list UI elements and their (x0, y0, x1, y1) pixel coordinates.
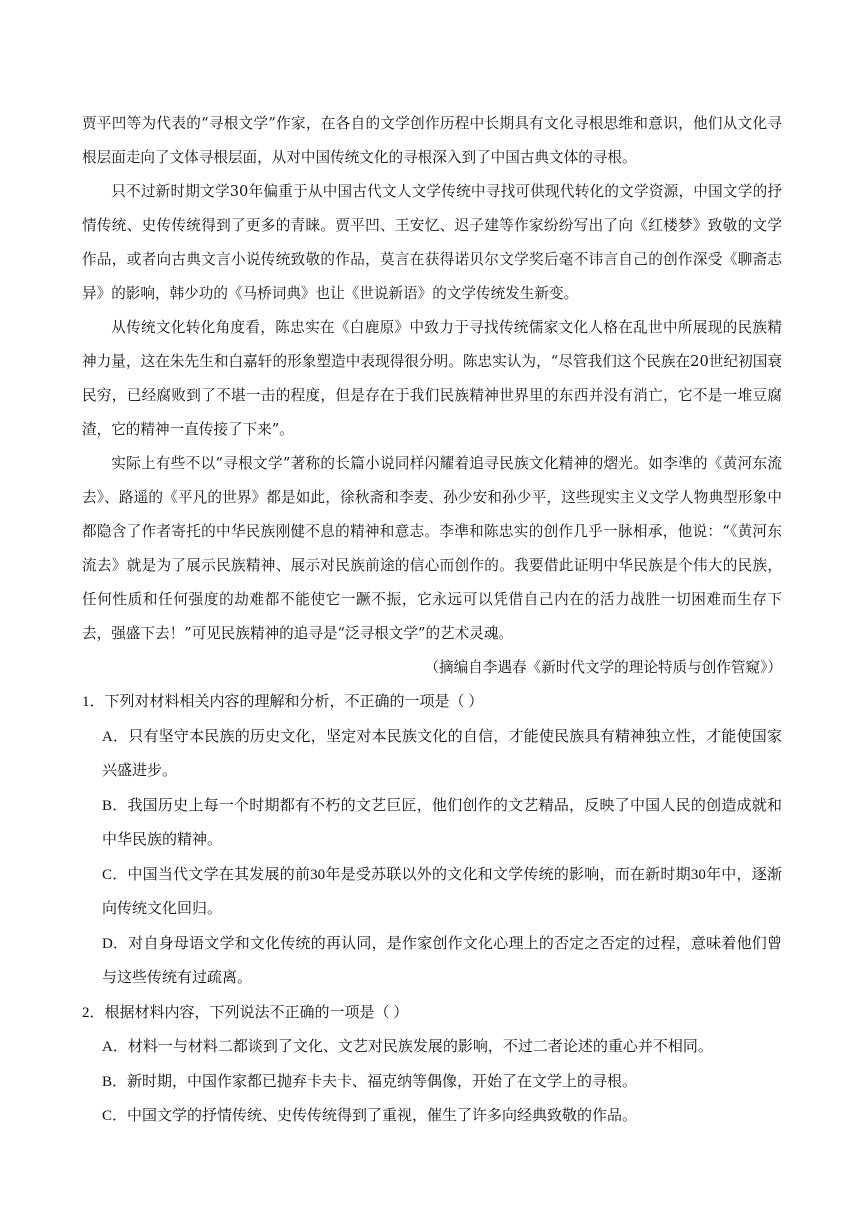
option-a: A．材料一与材料二都谈到了文化、文艺对民族发展的影响，不过二者论述的重心并不相同。 (102, 1039, 713, 1055)
option-b: B．我国历史上每一个时期都有不朽的文艺巨匠，他们创作的文艺精品，反映了中国人民的创造成就和中华民族的精神。 (102, 797, 782, 848)
passage-paragraph: 只不过新时期文学30年偏重于从中国古代文人文学传统中寻找可供现代转化的文学资源，中国文学的抒情传统、史传传统得到了更多的青睐。贾平凹、王安忆、迟子建等作家纷纷写出了向《红楼梦》致敬的文学作品，或者向古典文言小说传统致敬的作品，莫言在获得诺贝尔文学奖后毫不讳言自己的创作深受《聊斋志异》的影响，韩少功的《马桥词典》也让《世说新语》的文学传统发生新变。 (82, 183, 782, 302)
question-stem: 2．根据材料内容，下列说法不正确的一项是（ ） (82, 1004, 409, 1021)
option-b: B．新时期，中国作家都已抛弃卡夫卡、福克纳等偶像，开始了在文学上的寻根。 (102, 1073, 638, 1090)
question-1 (82, 685, 782, 996)
question-list (82, 685, 782, 1134)
question-2 (82, 996, 782, 1134)
option-c: C．中国当代文学在其发展的前30年是受苏联以外的文化和文学传统的影响，而在新时期30年中，逐渐向传统文化回归。 (102, 866, 782, 917)
option-d: D．对自身母语文学和文化传统的再认同，是作家创作文化心理上的否定之否定的过程，意味着他们曾与这些传统有过疏离。 (102, 935, 782, 986)
option-a: A．只有坚守本民族的历史文化，坚定对本民族文化的自信，才能使民族具有精神独立性，才能使国家兴盛进步。 (102, 728, 782, 779)
passage-source-citation: （摘编自李遇春《新时代文学的理论特质与创作管窥》） (424, 659, 782, 676)
passage-paragraph: 实际上有些不以“寻根文学”著称的长篇小说同样闪耀着追寻民族文化精神的熠光。如李凖的《黄河东流去》、路遥的《平凡的世界》都是如此，徐秋斋和李麦、孙少安和孙少平，这些现实主义文学人物典型形象中都隐含了作者寄托的中华民族刚健不息的精神和意志。李凖和陈忠实的创作几乎一脉相承，他说：“《黄河东流去》就是为了展示民族精神、展示对民族前途的信心而创作的。我要借此证明中华民族是个伟大的民族，任何性质和任何强度的劫难都不能使它一蹶不振，它永远可以凭借自己内在的活力战胜一切困难而生存下去，强盛下去！”可见民族精神的追寻是“泛寻根文学”的艺术灵魂。 (82, 455, 782, 642)
passage-paragraph: 贾平凹等为代表的“寻根文学”作家，在各自的文学创作历程中长期具有文化寻根思维和意识，他们从文化寻根层面走向了文体寻根层面，从对中国传统文化的寻根深入到了中国古典文体的寻根。 (82, 115, 782, 166)
option-c: C．中国文学的抒情传统、史传传统得到了重视，催生了许多向经典致敬的作品。 (102, 1108, 638, 1124)
question-stem: 1．下列对材料相关内容的理解和分析，不正确的一项是（ ） (82, 694, 484, 710)
passage-paragraph: 从传统文化转化角度看，陈忠实在《白鹿原》中致力于寻找传统儒家文化人格在乱世中所展现的民族精神力量，这在朱先生和白嘉轩的形象塑造中表现得很分明。陈忠实认为，“尽管我们这个民族在20世纪初国衰民穷，已经腐败到了不堪一击的程度，但是存在于我们民族精神世界里的东西并没有消亡，它不是一堆豆腐渣，它的精神一直传接了下来”。 (82, 319, 782, 438)
reading-passage (82, 107, 782, 685)
